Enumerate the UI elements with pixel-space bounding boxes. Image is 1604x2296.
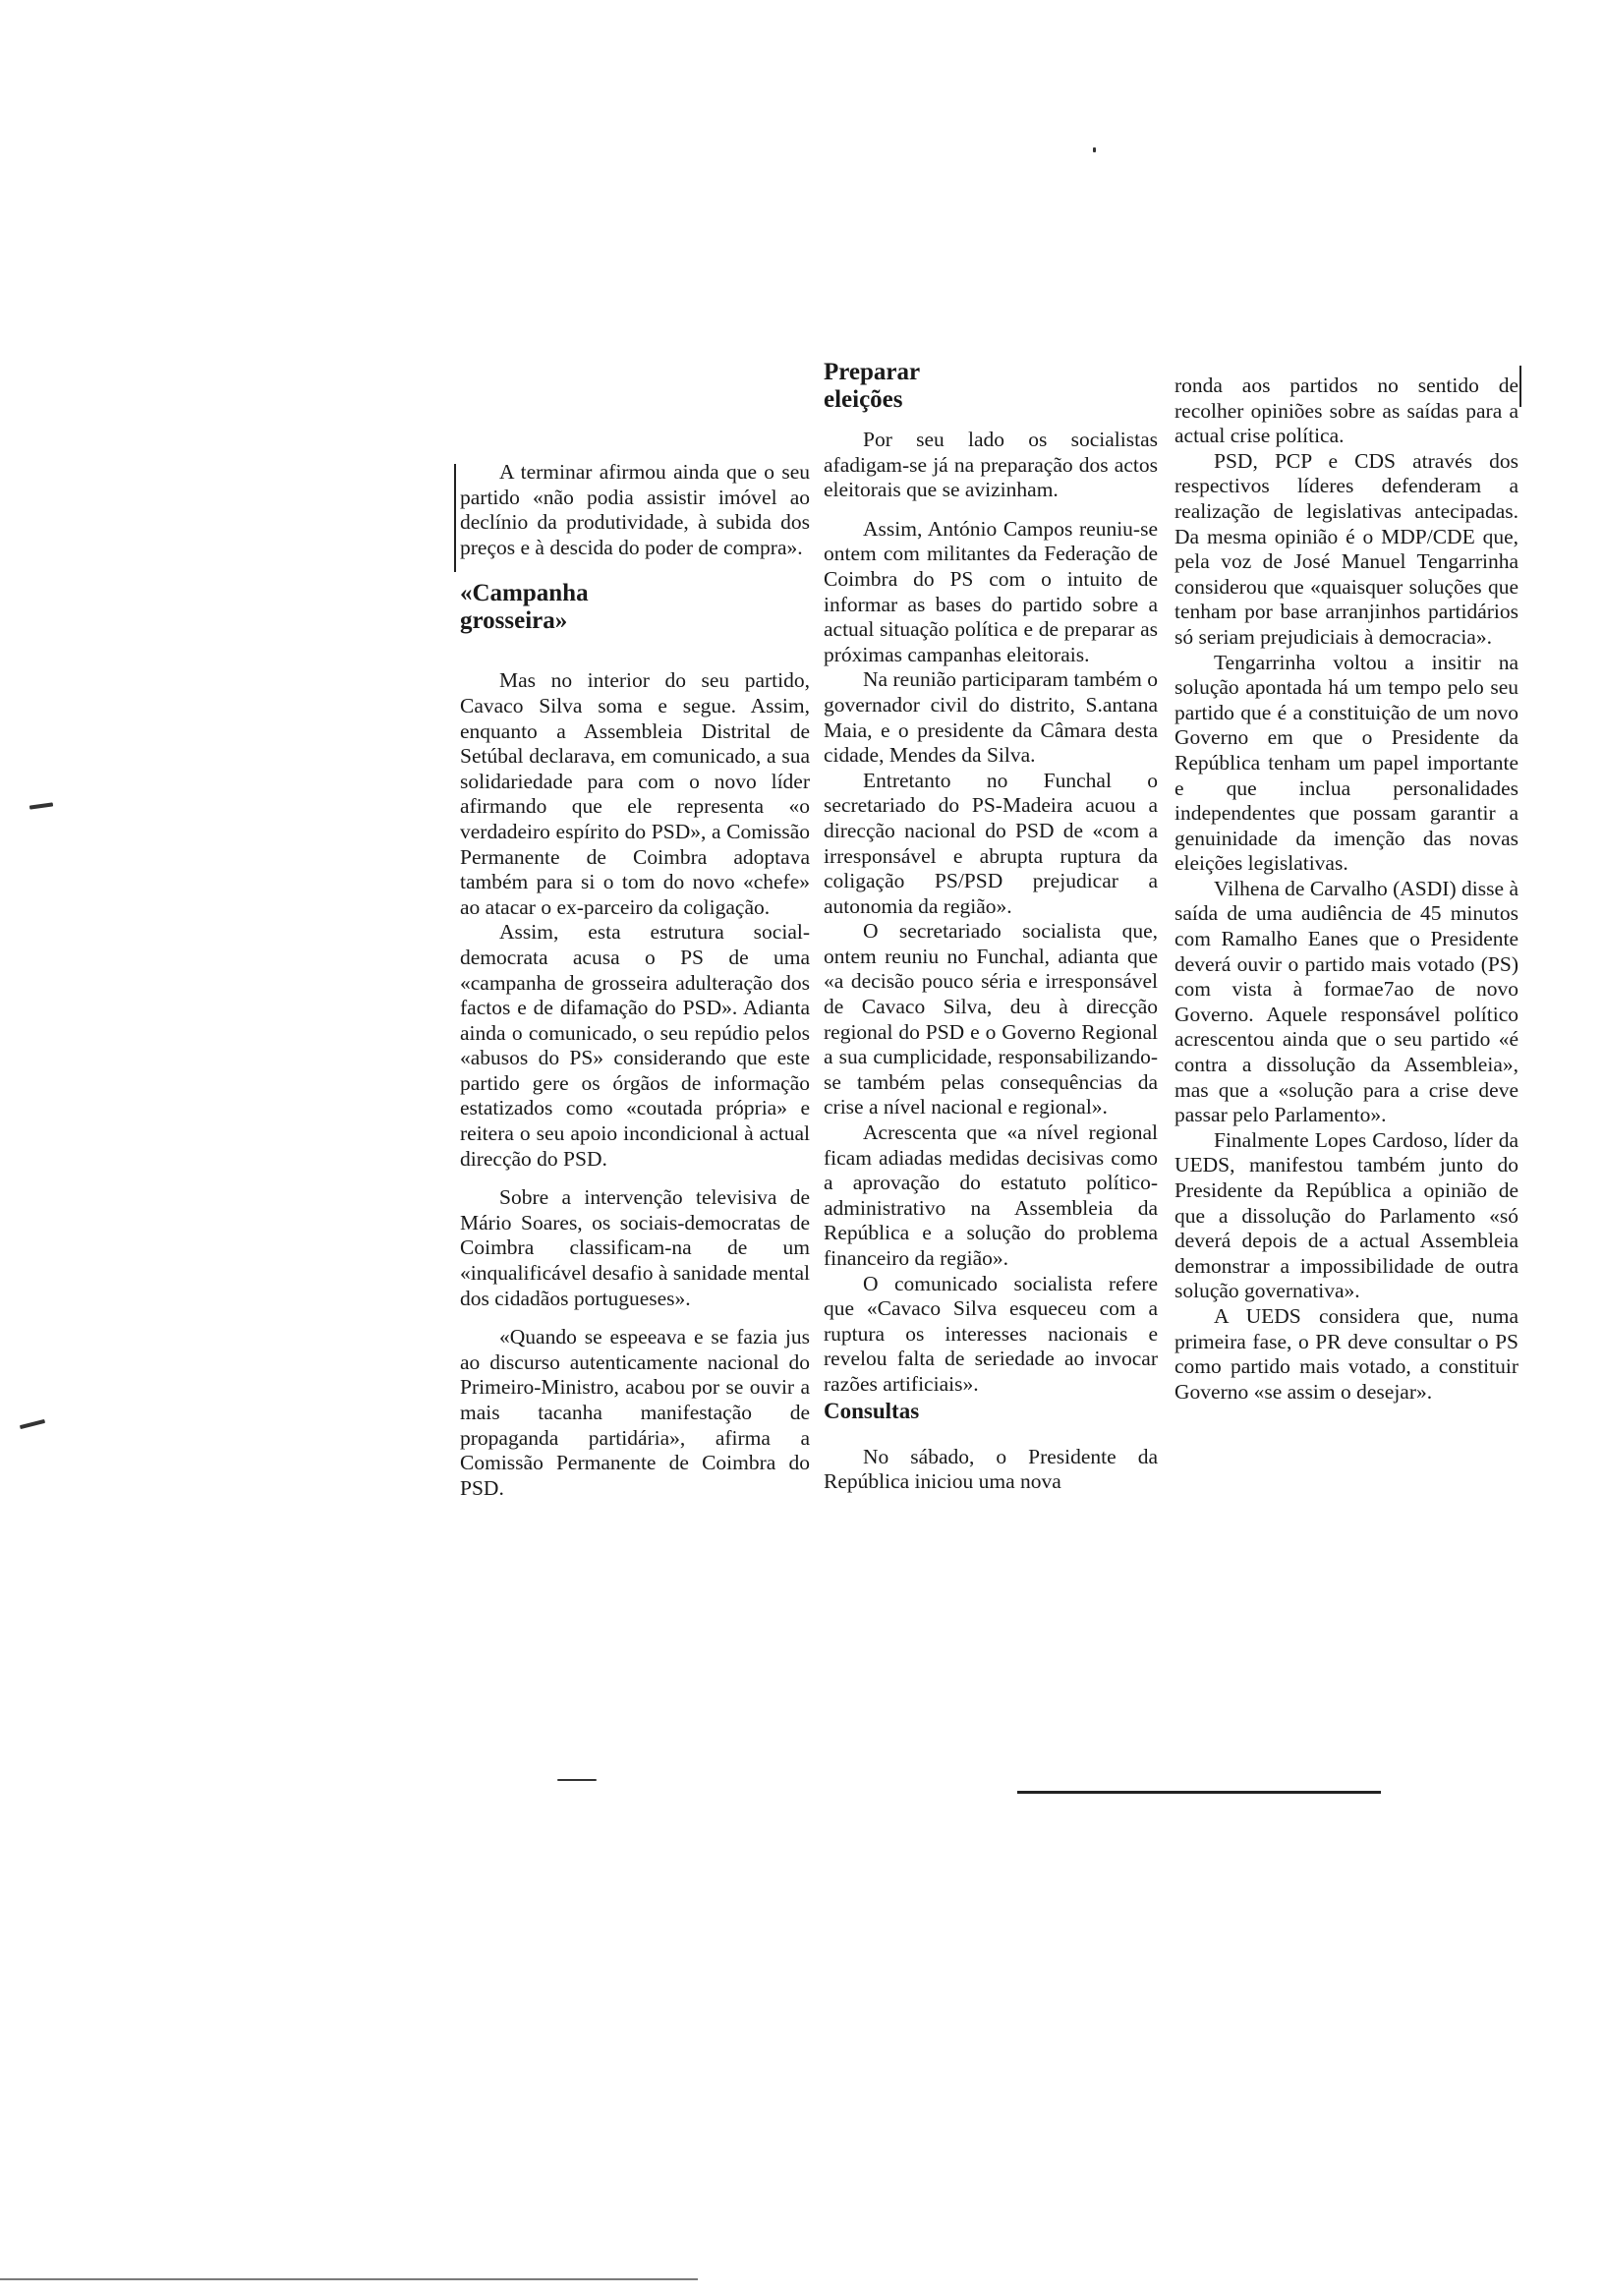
paragraph: O comunicado socialista refere que «Cavaco Silva esqueceu com a ruptura os interesses nacionais e revelou falta de seriedade ao invocar razões artificiais». [824, 1271, 1158, 1396]
subheading: Preparar eleições [824, 359, 921, 413]
scan-mark [20, 1419, 45, 1429]
scan-mark [29, 802, 53, 809]
paragraph: No sábado, o Presidente da República iniciou uma nova [824, 1444, 1158, 1494]
scan-mark [1093, 147, 1096, 152]
paragraph: Tengarrinha voltou a insitir na solução apontada há um tempo pelo seu partido que é a constituição de um novo Governo em que o Presidente da República tenham um papel importante e que inclua personalidades independentes que possam garantir a genuinidade da imenção das novas eleições legislativas. [1174, 650, 1518, 876]
page-bottom-line [0, 2278, 698, 2280]
paragraph: Sobre a intervenção televisiva de Mário Soares, os sociais-democratas de Coimbra classificam-na de um «inqualificável desafio à sanidade mental dos cidadãos portugueses». [460, 1185, 810, 1310]
paragraph: Finalmente Lopes Cardoso, líder da UEDS, manifestou também junto do Presidente da República a opinião de que a dissolução do Parlamento «só deverá depois de a actual Assembleia demonstrar a impossibilidade de outra solução governativa». [1174, 1127, 1518, 1303]
paragraph: O secretariado socialista que, ontem reuniu no Funchal, adianta que «a decisão pouco séria e irresponsável de Cavaco Silva, deu à direcção regional do PSD e o Governo Regional a sua cumplicidade, responsabilizando-se também pelas consequências da crise a nível nacional e regional». [824, 919, 1158, 1119]
subheading: «Campanha grosseira» [460, 580, 589, 635]
paragraph: «Quando se espeeava e se fazia jus ao discurso autenticamente nacional do Primeiro-Ministro, acabou por se ouvir a mais tacanha manifestação de propaganda partidária», afirma a Comissão Permanente de Coimbra do PSD. [460, 1325, 810, 1500]
paragraph: Por seu lado os socialistas afadigam-se já na preparação dos actos eleitorais que se avizinham. [824, 428, 1158, 502]
paragraph: PSD, PCP e CDS através dos respectivos líderes defenderam a realização de legislativas antecipadas. Da mesma opinião é o MDP/CDE que, pela voz de José Manuel Tengarrinha considerou que «quaisquer soluções que tenham por base arranjinhos partidários só seriam prejudiciais à democracia». [1174, 448, 1518, 649]
paragraph: ronda aos partidos no sentido de recolher opiniões sobre as saídas para a actual crise política. [1174, 373, 1518, 448]
paragraph: Assim, esta estrutura social-democrata acusa o PS de uma «campanha de grosseira adulteração dos factos e de difamação do PSD». Adianta ainda o comunicado, o seu repúdio pelos «abusos do PS» considerando que este partido gere os órgãos de informação estatizados como «coutada própria» e reitera o seu apoio incondicional à actual direcção do PSD. [460, 920, 810, 1171]
scan-mark [557, 1779, 597, 1781]
subheading: Consultas [824, 1398, 920, 1423]
paragraph: Na reunião participaram também o governador civil do distrito, S.antana Maia, e o presidente da Câmara desta cidade, Mendes da Silva. [824, 667, 1158, 768]
paragraph: Mas no interior do seu partido, Cavaco Silva soma e segue. Assim, enquanto a Assembleia Distrital de Setúbal declarava, em comunicado, a sua solidariedade para com o novo líder afirmando que ele representa «o verdadeiro espírito do PSD», a Comissão Permanente de Coimbra adoptava também para si o tom do novo «chefe» ao atacar o ex-parceiro da coligação. [460, 668, 810, 919]
paragraph: Acrescenta que «a nível regional ficam adiadas medidas decisivas como a aprovação do estatuto político-administrativo na Assembleia da República e a solução do problema financeiro da região». [824, 1120, 1158, 1270]
article-column-1 [460, 460, 810, 1501]
paragraph: A UEDS considera que, numa primeira fase, o PR deve consultar o PS como partido mais votado, a constituir Governo «se assim o desejar». [1174, 1303, 1518, 1404]
paragraph: Vilhena de Carvalho (ASDI) disse à saída de uma audiência de 45 minutos com Ramalho Eanes que o Presidente deverá ouvir o partido mais votado (PS) com vista à formae7ao de novo Governo. Aquele responsável político acrescentou ainda que o seu partido «é contra a dissolução da Assembleia», mas que a «solução para a crise deve passar pelo Parlamento». [1174, 876, 1518, 1127]
paragraph: Entretanto no Funchal o secretariado do PS-Madeira acuou a direcção nacional do PSD de «com a irresponsável e abrupta ruptura da coligação PS/PSD prejudicar a autonomia da região». [824, 768, 1158, 918]
right-margin-line [1519, 366, 1521, 407]
paragraph: Assim, António Campos reuniu-se ontem com militantes da Federação de Coimbra do PS com o intuito de informar as bases do partido sobre a actual situação política e de preparar as próximas campanhas eleitorais. [824, 516, 1158, 666]
paragraph: A terminar afirmou ainda que o seu partido «não podia assistir imóvel ao declínio da produtividade, à subida dos preços e à descida do poder de compra». [460, 460, 810, 559]
left-margin-line [454, 464, 456, 572]
article-column-2 [824, 359, 1158, 1495]
bottom-rule [1017, 1791, 1381, 1794]
article-column-3 [1174, 373, 1518, 1405]
